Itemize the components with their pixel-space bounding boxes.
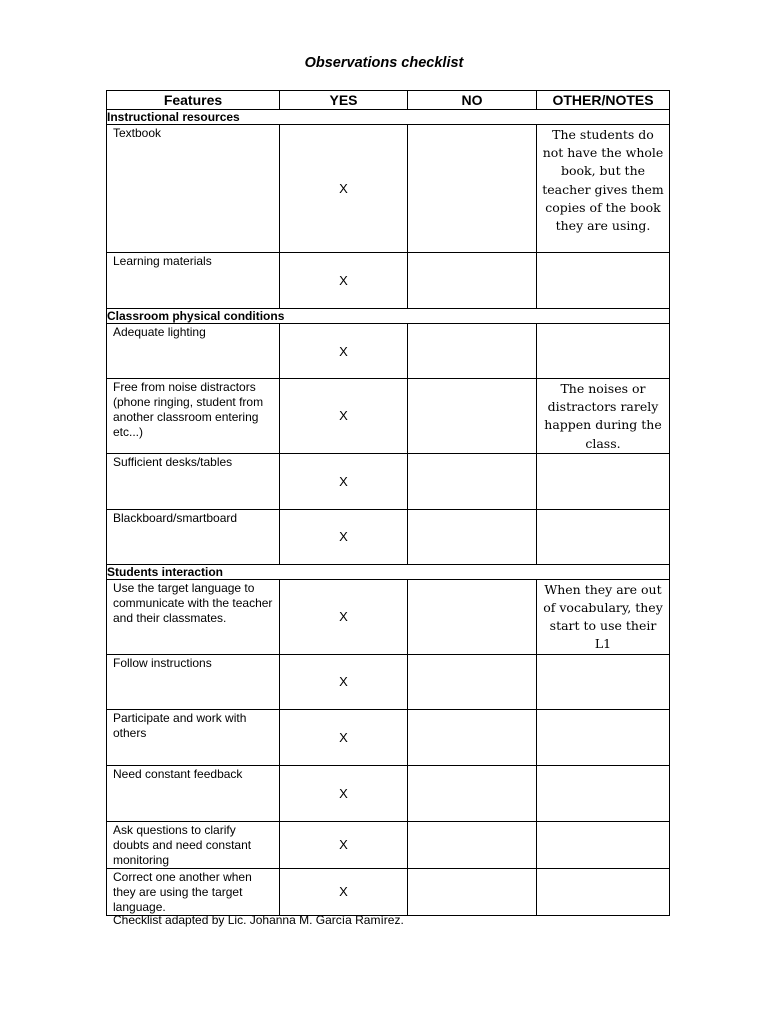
notes-cell (537, 765, 670, 821)
feature-cell: Need constant feedback (107, 765, 280, 821)
feature-cell: Free from noise distractors (phone ringing, student from another classroom entering etc...) (107, 379, 280, 454)
table-row (107, 379, 670, 454)
yes-cell: X (280, 821, 408, 868)
feature-cell: Sufficient desks/tables (107, 453, 280, 509)
header-features: Features (107, 91, 280, 110)
notes-cell: The noises or distractors rarely happen during the class. (537, 379, 670, 454)
section-row (107, 110, 670, 125)
yes-cell: X (280, 125, 408, 253)
no-cell (408, 579, 537, 654)
table-row (107, 125, 670, 253)
footer-credit: Checklist adapted by Lic. Johanna M. García Ramírez. (113, 913, 404, 927)
yes-cell: X (280, 509, 408, 564)
no-cell (408, 765, 537, 821)
table-row (107, 509, 670, 564)
notes-cell (537, 654, 670, 709)
notes-cell (537, 453, 670, 509)
feature-cell: Use the target language to communicate with the teacher and their classmates. (107, 579, 280, 654)
notes-cell (537, 868, 670, 915)
yes-cell: X (280, 253, 408, 309)
feature-cell: Ask questions to clarify doubts and need constant monitoring (107, 821, 280, 868)
no-cell (408, 324, 537, 379)
section-title: Instructional resources (107, 110, 670, 125)
feature-cell: Learning materials (107, 253, 280, 309)
feature-cell: Blackboard/smartboard (107, 509, 280, 564)
notes-cell (537, 253, 670, 309)
feature-cell: Participate and work with others (107, 709, 280, 765)
feature-cell: Textbook (107, 125, 280, 253)
checklist-table (106, 90, 670, 916)
section-row (107, 309, 670, 324)
feature-cell: Correct one another when they are using the target language. (107, 868, 280, 915)
no-cell (408, 453, 537, 509)
header-notes: OTHER/NOTES (537, 91, 670, 110)
table-row (107, 868, 670, 915)
feature-cell: Follow instructions (107, 654, 280, 709)
yes-cell: X (280, 379, 408, 454)
yes-cell: X (280, 765, 408, 821)
table-row (107, 579, 670, 654)
yes-cell: X (280, 654, 408, 709)
table-row (107, 709, 670, 765)
no-cell (408, 709, 537, 765)
notes-cell (537, 821, 670, 868)
table-row (107, 253, 670, 309)
yes-cell: X (280, 453, 408, 509)
section-row (107, 564, 670, 579)
header-no: NO (408, 91, 537, 110)
yes-cell: X (280, 579, 408, 654)
yes-cell: X (280, 709, 408, 765)
no-cell (408, 821, 537, 868)
table-row (107, 453, 670, 509)
section-title: Classroom physical conditions (107, 309, 670, 324)
notes-cell (537, 709, 670, 765)
no-cell (408, 253, 537, 309)
table-row (107, 324, 670, 379)
no-cell (408, 379, 537, 454)
table-row (107, 821, 670, 868)
no-cell (408, 868, 537, 915)
notes-cell: The students do not have the whole book, but the teacher gives them copies of the book they are using. (537, 125, 670, 253)
document-title: Observations checklist (304, 55, 464, 71)
no-cell (408, 509, 537, 564)
section-title: Students interaction (107, 564, 670, 579)
yes-cell: X (280, 324, 408, 379)
yes-cell: X (280, 868, 408, 915)
no-cell (408, 654, 537, 709)
table-row (107, 765, 670, 821)
header-yes: YES (280, 91, 408, 110)
notes-cell (537, 509, 670, 564)
notes-cell (537, 324, 670, 379)
feature-cell: Adequate lighting (107, 324, 280, 379)
table-row (107, 654, 670, 709)
header-row (107, 91, 670, 110)
no-cell (408, 125, 537, 253)
notes-cell: When they are out of vocabulary, they start to use their L1 (537, 579, 670, 654)
